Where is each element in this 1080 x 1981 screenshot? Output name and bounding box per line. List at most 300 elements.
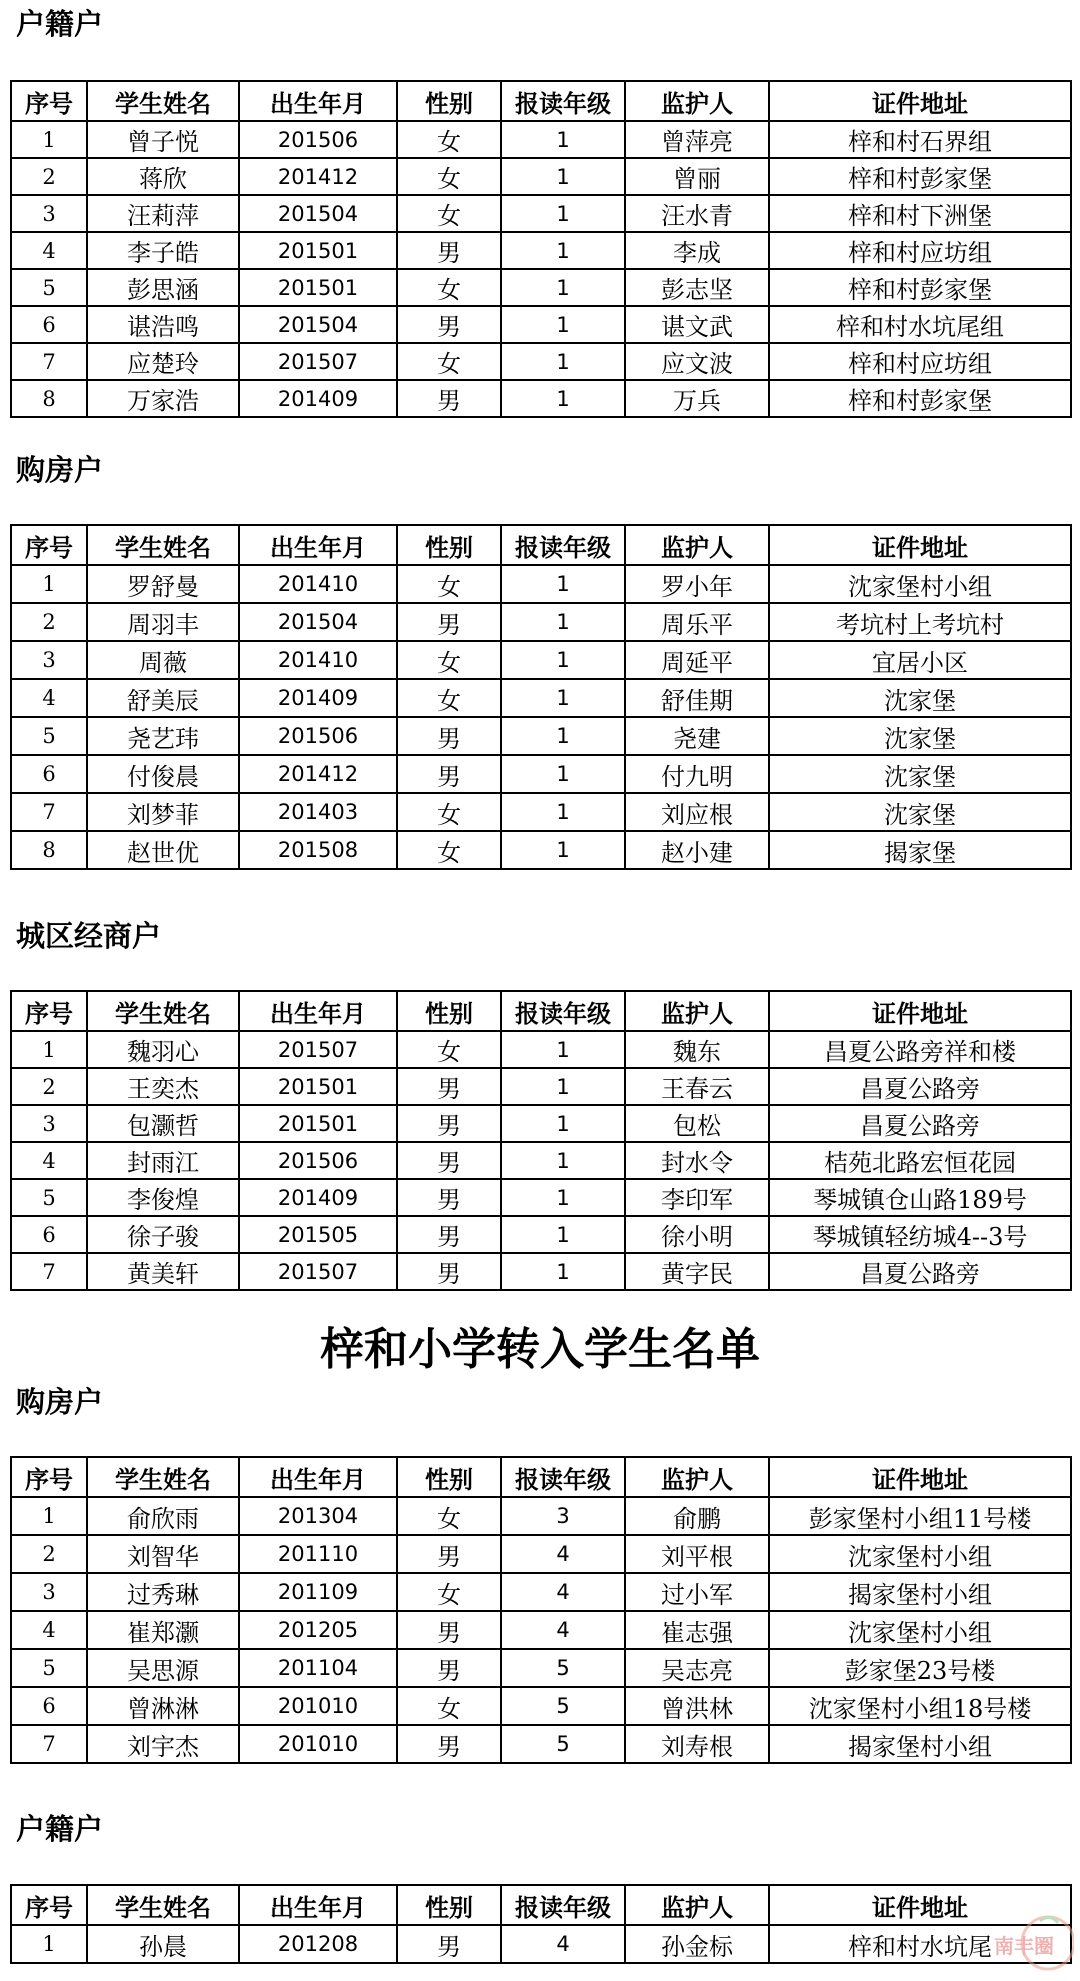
table-row [11, 831, 1071, 869]
col-guardian: 万兵 [625, 380, 769, 417]
col-address: 梓和村石界组 [769, 121, 1071, 158]
col-address: 沈家堡村小组 [769, 565, 1071, 603]
column-header-index: 序号 [11, 1885, 87, 1925]
col-grade: 4 [501, 1925, 625, 1963]
column-header-grade: 报读年级 [501, 1885, 625, 1925]
col-birth-month: 201403 [239, 793, 397, 831]
col-index: 1 [11, 565, 87, 603]
col-birth-month: 201409 [239, 380, 397, 417]
col-guardian: 周乐平 [625, 603, 769, 641]
col-index: 5 [11, 1179, 87, 1216]
col-birth-month: 201507 [239, 1031, 397, 1068]
column-header-index: 序号 [11, 991, 87, 1031]
col-address: 沈家堡 [769, 679, 1071, 717]
col-grade: 1 [501, 679, 625, 717]
col-index: 5 [11, 1649, 87, 1687]
col-student-name: 王奕杰 [87, 1068, 239, 1105]
col-address: 琴城镇轻纺城4--3号 [769, 1216, 1071, 1253]
col-birth-month: 201504 [239, 306, 397, 343]
col-grade: 1 [501, 755, 625, 793]
col-gender: 男 [397, 603, 501, 641]
table-row [11, 158, 1071, 195]
col-index: 1 [11, 121, 87, 158]
col-student-name: 彭思涵 [87, 269, 239, 306]
col-guardian: 彭志坚 [625, 269, 769, 306]
col-index: 5 [11, 717, 87, 755]
table-row [11, 1142, 1071, 1179]
col-address: 琴城镇仓山路189号 [769, 1179, 1071, 1216]
col-address: 昌夏公路旁祥和楼 [769, 1031, 1071, 1068]
col-gender: 女 [397, 343, 501, 380]
col-gender: 男 [397, 1068, 501, 1105]
col-gender: 女 [397, 679, 501, 717]
col-guardian: 曾洪林 [625, 1687, 769, 1725]
col-index: 7 [11, 1253, 87, 1290]
col-guardian: 赵小建 [625, 831, 769, 869]
col-guardian: 徐小明 [625, 1216, 769, 1253]
col-address: 梓和村彭家堡 [769, 158, 1071, 195]
col-birth-month: 201506 [239, 121, 397, 158]
column-header-gender: 性别 [397, 1457, 501, 1497]
col-address: 揭家堡村小组 [769, 1725, 1071, 1763]
col-gender: 男 [397, 755, 501, 793]
col-grade: 1 [501, 1253, 625, 1290]
column-header-grade: 报读年级 [501, 525, 625, 565]
col-grade: 1 [501, 1142, 625, 1179]
column-header-student-name: 学生姓名 [87, 81, 239, 121]
col-address: 揭家堡 [769, 831, 1071, 869]
col-gender: 女 [397, 565, 501, 603]
col-gender: 男 [397, 1216, 501, 1253]
col-grade: 1 [501, 1068, 625, 1105]
column-header-address: 证件地址 [769, 1885, 1071, 1925]
section-heading: 城区经商户 [16, 919, 162, 953]
col-student-name: 汪莉萍 [87, 195, 239, 232]
col-address: 梓和村应坊组 [769, 343, 1071, 380]
col-student-name: 曾子悦 [87, 121, 239, 158]
col-index: 4 [11, 1611, 87, 1649]
col-gender: 女 [397, 1031, 501, 1068]
col-guardian: 应文波 [625, 343, 769, 380]
col-gender: 男 [397, 1535, 501, 1573]
col-birth-month: 201010 [239, 1725, 397, 1763]
table-row [11, 1649, 1071, 1687]
column-header-gender: 性别 [397, 525, 501, 565]
col-birth-month: 201501 [239, 1105, 397, 1142]
table-row [11, 603, 1071, 641]
table-row [11, 565, 1071, 603]
col-birth-month: 201410 [239, 641, 397, 679]
col-guardian: 曾丽 [625, 158, 769, 195]
col-index: 4 [11, 679, 87, 717]
column-header-gender: 性别 [397, 81, 501, 121]
column-header-address: 证件地址 [769, 525, 1071, 565]
col-birth-month: 201504 [239, 603, 397, 641]
col-index: 5 [11, 269, 87, 306]
table-row [11, 195, 1071, 232]
col-index: 7 [11, 1725, 87, 1763]
col-student-name: 包灏哲 [87, 1105, 239, 1142]
col-index: 7 [11, 343, 87, 380]
col-gender: 女 [397, 641, 501, 679]
table-row [11, 1573, 1071, 1611]
col-guardian: 过小军 [625, 1573, 769, 1611]
table-row [11, 755, 1071, 793]
col-birth-month: 201508 [239, 831, 397, 869]
column-header-guardian: 监护人 [625, 1457, 769, 1497]
col-grade: 1 [501, 121, 625, 158]
col-grade: 4 [501, 1535, 625, 1573]
col-birth-month: 201104 [239, 1649, 397, 1687]
col-gender: 女 [397, 1573, 501, 1611]
col-grade: 1 [501, 343, 625, 380]
col-guardian: 包松 [625, 1105, 769, 1142]
watermark-text: 南丰圈 [994, 1934, 1054, 1958]
col-student-name: 李子皓 [87, 232, 239, 269]
column-header-birth-month: 出生年月 [239, 525, 397, 565]
col-index: 1 [11, 1925, 87, 1963]
col-student-name: 蒋欣 [87, 158, 239, 195]
table-row [11, 306, 1071, 343]
col-address: 考坑村上考坑村 [769, 603, 1071, 641]
col-address: 彭家堡23号楼 [769, 1649, 1071, 1687]
col-gender: 女 [397, 1497, 501, 1535]
table-row [11, 1179, 1071, 1216]
col-address: 梓和村彭家堡 [769, 269, 1071, 306]
col-student-name: 刘梦菲 [87, 793, 239, 831]
col-gender: 女 [397, 158, 501, 195]
col-birth-month: 201110 [239, 1535, 397, 1573]
col-address: 桔苑北路宏恒花园 [769, 1142, 1071, 1179]
table-row [11, 641, 1071, 679]
col-grade: 1 [501, 717, 625, 755]
table-row [11, 679, 1071, 717]
col-student-name: 付俊晨 [87, 755, 239, 793]
col-index: 1 [11, 1031, 87, 1068]
col-student-name: 刘智华 [87, 1535, 239, 1573]
col-guardian: 王春云 [625, 1068, 769, 1105]
col-grade: 1 [501, 831, 625, 869]
col-student-name: 罗舒曼 [87, 565, 239, 603]
column-header-guardian: 监护人 [625, 1885, 769, 1925]
col-index: 6 [11, 306, 87, 343]
table-row [11, 121, 1071, 158]
col-guardian: 崔志强 [625, 1611, 769, 1649]
col-gender: 男 [397, 1142, 501, 1179]
col-student-name: 周羽丰 [87, 603, 239, 641]
col-birth-month: 201208 [239, 1925, 397, 1963]
col-guardian: 魏东 [625, 1031, 769, 1068]
col-grade: 1 [501, 269, 625, 306]
col-guardian: 李印军 [625, 1179, 769, 1216]
column-header-gender: 性别 [397, 1885, 501, 1925]
col-student-name: 刘宇杰 [87, 1725, 239, 1763]
column-header-index: 序号 [11, 525, 87, 565]
col-student-name: 魏羽心 [87, 1031, 239, 1068]
col-guardian: 曾萍亮 [625, 121, 769, 158]
col-birth-month: 201507 [239, 1253, 397, 1290]
col-grade: 4 [501, 1573, 625, 1611]
col-grade: 5 [501, 1725, 625, 1763]
col-guardian: 俞鹏 [625, 1497, 769, 1535]
student-table [10, 80, 1072, 418]
table-row [11, 1725, 1071, 1763]
section-heading: 户籍户 [16, 7, 104, 41]
col-birth-month: 201506 [239, 1142, 397, 1179]
column-header-guardian: 监护人 [625, 991, 769, 1031]
section-heading: 户籍户 [16, 1812, 104, 1846]
col-birth-month: 201412 [239, 755, 397, 793]
column-header-student-name: 学生姓名 [87, 1457, 239, 1497]
col-grade: 1 [501, 380, 625, 417]
col-gender: 女 [397, 831, 501, 869]
col-gender: 男 [397, 1105, 501, 1142]
col-student-name: 过秀琳 [87, 1573, 239, 1611]
column-header-index: 序号 [11, 81, 87, 121]
col-guardian: 吴志亮 [625, 1649, 769, 1687]
col-index: 4 [11, 1142, 87, 1179]
student-table [10, 524, 1072, 870]
section-heading: 购房户 [16, 453, 104, 487]
col-gender: 男 [397, 380, 501, 417]
table-row [11, 1497, 1071, 1535]
col-index: 1 [11, 1497, 87, 1535]
col-index: 3 [11, 1105, 87, 1142]
table-header-row [11, 991, 1071, 1031]
col-address: 沈家堡 [769, 755, 1071, 793]
col-index: 8 [11, 380, 87, 417]
col-address: 沈家堡 [769, 717, 1071, 755]
col-gender: 女 [397, 195, 501, 232]
col-grade: 3 [501, 1497, 625, 1535]
student-table [10, 1456, 1072, 1764]
column-header-grade: 报读年级 [501, 81, 625, 121]
col-birth-month: 201501 [239, 269, 397, 306]
col-guardian: 封水令 [625, 1142, 769, 1179]
col-birth-month: 201304 [239, 1497, 397, 1535]
col-birth-month: 201205 [239, 1611, 397, 1649]
table-row [11, 717, 1071, 755]
col-guardian: 刘寿根 [625, 1725, 769, 1763]
column-header-gender: 性别 [397, 991, 501, 1031]
col-birth-month: 201501 [239, 232, 397, 269]
col-birth-month: 201409 [239, 679, 397, 717]
table-row [11, 232, 1071, 269]
column-header-guardian: 监护人 [625, 525, 769, 565]
col-guardian: 尧建 [625, 717, 769, 755]
table-row [11, 1105, 1071, 1142]
col-student-name: 俞欣雨 [87, 1497, 239, 1535]
col-index: 6 [11, 1216, 87, 1253]
col-address: 沈家堡村小组18号楼 [769, 1687, 1071, 1725]
column-header-grade: 报读年级 [501, 991, 625, 1031]
col-index: 2 [11, 1068, 87, 1105]
col-guardian: 付九明 [625, 755, 769, 793]
col-gender: 女 [397, 1687, 501, 1725]
col-index: 2 [11, 158, 87, 195]
col-guardian: 黄字民 [625, 1253, 769, 1290]
col-address: 梓和村应坊组 [769, 232, 1071, 269]
col-student-name: 应楚玲 [87, 343, 239, 380]
col-index: 2 [11, 603, 87, 641]
col-student-name: 孙晨 [87, 1925, 239, 1963]
col-address: 昌夏公路旁 [769, 1105, 1071, 1142]
column-header-student-name: 学生姓名 [87, 525, 239, 565]
col-address: 梓和村水坑尾 [769, 1925, 1071, 1963]
col-birth-month: 201109 [239, 1573, 397, 1611]
table-row [11, 1611, 1071, 1649]
col-grade: 1 [501, 158, 625, 195]
column-header-address: 证件地址 [769, 1457, 1071, 1497]
col-guardian: 刘平根 [625, 1535, 769, 1573]
table-header-row [11, 81, 1071, 121]
col-grade: 1 [501, 1031, 625, 1068]
col-gender: 男 [397, 1925, 501, 1963]
col-gender: 男 [397, 306, 501, 343]
col-grade: 1 [501, 306, 625, 343]
col-student-name: 黄美轩 [87, 1253, 239, 1290]
col-address: 梓和村下洲堡 [769, 195, 1071, 232]
col-gender: 男 [397, 1649, 501, 1687]
student-table [10, 1884, 1072, 1964]
table-row [11, 343, 1071, 380]
col-guardian: 舒佳期 [625, 679, 769, 717]
table-row [11, 269, 1071, 306]
col-address: 彭家堡村小组11号楼 [769, 1497, 1071, 1535]
col-index: 8 [11, 831, 87, 869]
table-row [11, 1068, 1071, 1105]
col-grade: 1 [501, 232, 625, 269]
table-row [11, 1687, 1071, 1725]
column-header-guardian: 监护人 [625, 81, 769, 121]
table-row [11, 1216, 1071, 1253]
col-address: 梓和村彭家堡 [769, 380, 1071, 417]
col-gender: 男 [397, 1253, 501, 1290]
col-student-name: 谌浩鸣 [87, 306, 239, 343]
col-student-name: 赵世优 [87, 831, 239, 869]
col-grade: 1 [501, 1179, 625, 1216]
table-row [11, 380, 1071, 417]
col-grade: 5 [501, 1687, 625, 1725]
col-gender: 男 [397, 1611, 501, 1649]
col-gender: 男 [397, 717, 501, 755]
col-guardian: 谌文武 [625, 306, 769, 343]
col-student-name: 尧艺玮 [87, 717, 239, 755]
col-birth-month: 201412 [239, 158, 397, 195]
column-header-address: 证件地址 [769, 81, 1071, 121]
col-address: 沈家堡村小组 [769, 1611, 1071, 1649]
col-address: 昌夏公路旁 [769, 1068, 1071, 1105]
table-row [11, 1253, 1071, 1290]
col-gender: 男 [397, 1179, 501, 1216]
col-index: 7 [11, 793, 87, 831]
table-header-row [11, 1457, 1071, 1497]
column-header-birth-month: 出生年月 [239, 1885, 397, 1925]
col-student-name: 徐子骏 [87, 1216, 239, 1253]
col-birth-month: 201501 [239, 1068, 397, 1105]
col-birth-month: 201010 [239, 1687, 397, 1725]
column-header-birth-month: 出生年月 [239, 1457, 397, 1497]
col-address: 昌夏公路旁 [769, 1253, 1071, 1290]
col-student-name: 李俊煌 [87, 1179, 239, 1216]
col-gender: 男 [397, 1725, 501, 1763]
col-guardian: 孙金标 [625, 1925, 769, 1963]
col-gender: 女 [397, 269, 501, 306]
table-row [11, 1535, 1071, 1573]
col-index: 6 [11, 755, 87, 793]
col-grade: 1 [501, 565, 625, 603]
col-address: 沈家堡 [769, 793, 1071, 831]
col-student-name: 周薇 [87, 641, 239, 679]
col-grade: 1 [501, 641, 625, 679]
section-heading: 购房户 [16, 1385, 104, 1419]
col-grade: 4 [501, 1611, 625, 1649]
column-header-grade: 报读年级 [501, 1457, 625, 1497]
col-guardian: 李成 [625, 232, 769, 269]
col-address: 梓和村水坑尾组 [769, 306, 1071, 343]
col-grade: 1 [501, 603, 625, 641]
table-header-row [11, 525, 1071, 565]
col-grade: 1 [501, 793, 625, 831]
col-guardian: 汪水青 [625, 195, 769, 232]
col-index: 6 [11, 1687, 87, 1725]
col-index: 3 [11, 641, 87, 679]
col-grade: 1 [501, 1105, 625, 1142]
col-gender: 女 [397, 121, 501, 158]
col-birth-month: 201410 [239, 565, 397, 603]
col-index: 3 [11, 1573, 87, 1611]
col-grade: 1 [501, 1216, 625, 1253]
column-header-address: 证件地址 [769, 991, 1071, 1031]
col-index: 4 [11, 232, 87, 269]
col-guardian: 刘应根 [625, 793, 769, 831]
col-student-name: 舒美辰 [87, 679, 239, 717]
col-student-name: 万家浩 [87, 380, 239, 417]
col-index: 3 [11, 195, 87, 232]
col-birth-month: 201504 [239, 195, 397, 232]
col-birth-month: 201507 [239, 343, 397, 380]
col-guardian: 周延平 [625, 641, 769, 679]
col-address: 沈家堡村小组 [769, 1535, 1071, 1573]
column-header-birth-month: 出生年月 [239, 81, 397, 121]
table-row [11, 1031, 1071, 1068]
col-birth-month: 201506 [239, 717, 397, 755]
col-student-name: 崔郑灏 [87, 1611, 239, 1649]
column-header-index: 序号 [11, 1457, 87, 1497]
watermark-logo [978, 1913, 1074, 1975]
page-title: 梓和小学转入学生名单 [320, 1324, 760, 1375]
table-header-row [11, 1885, 1071, 1925]
col-gender: 男 [397, 232, 501, 269]
col-address: 宜居小区 [769, 641, 1071, 679]
col-grade: 5 [501, 1649, 625, 1687]
col-guardian: 罗小年 [625, 565, 769, 603]
col-birth-month: 201409 [239, 1179, 397, 1216]
col-birth-month: 201505 [239, 1216, 397, 1253]
table-row [11, 793, 1071, 831]
column-header-student-name: 学生姓名 [87, 1885, 239, 1925]
col-student-name: 封雨江 [87, 1142, 239, 1179]
col-grade: 1 [501, 195, 625, 232]
col-gender: 女 [397, 793, 501, 831]
col-student-name: 吴思源 [87, 1649, 239, 1687]
column-header-student-name: 学生姓名 [87, 991, 239, 1031]
table-row [11, 1925, 1071, 1963]
col-index: 2 [11, 1535, 87, 1573]
col-address: 揭家堡村小组 [769, 1573, 1071, 1611]
column-header-birth-month: 出生年月 [239, 991, 397, 1031]
student-table [10, 990, 1072, 1291]
